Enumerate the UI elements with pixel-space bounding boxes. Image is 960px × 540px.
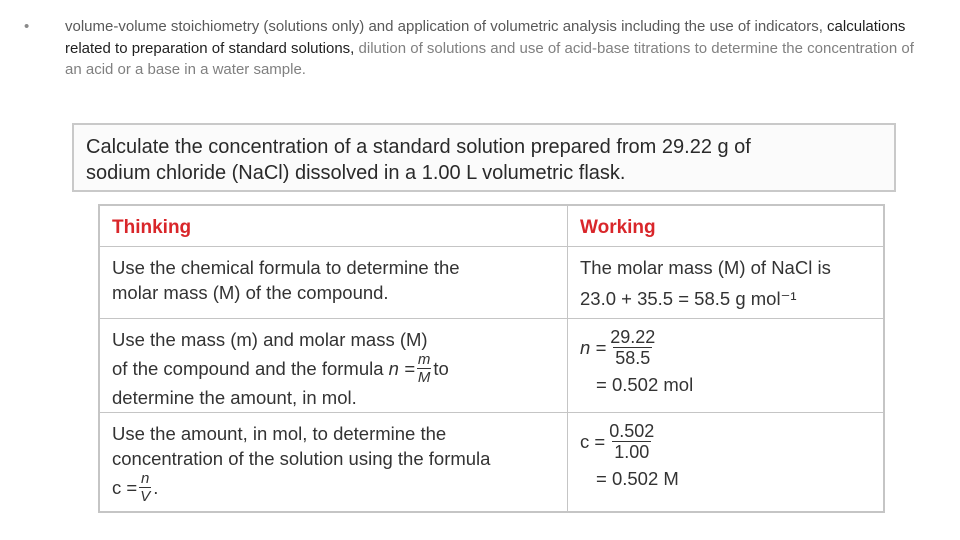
- row3-working-num: 0.502: [609, 421, 655, 441]
- row3-working-den: 1.00: [614, 442, 650, 462]
- row2-working-result: = 0.502 mol: [596, 374, 694, 395]
- row3-formula-end: .: [153, 477, 159, 498]
- row3-working-result: = 0.502 M: [596, 468, 679, 489]
- row2-thinking-line2b: to: [433, 358, 449, 379]
- row3-working-lhs: c =: [580, 431, 606, 452]
- row3-working: [568, 413, 885, 511]
- row2-working-lhs: n =: [580, 337, 607, 358]
- row3-working-fraction: [607, 421, 656, 462]
- row2-thinking-line2a: of the compound and the formula: [112, 358, 384, 379]
- row2-thinking-line1: Use the mass (m) and molar mass (M): [112, 329, 428, 350]
- question-box: [72, 123, 896, 192]
- row1-thinking: [100, 247, 568, 319]
- row1-working-line2: 23.0 + 35.5 = 58.5 g mol⁻¹: [580, 288, 797, 309]
- row3-formula-num: n: [141, 470, 150, 487]
- bullet-text-part2: calculations related to preparation of standard solutions,: [65, 18, 906, 57]
- row3-thinking: [100, 413, 568, 511]
- solution-table: [98, 204, 885, 513]
- row1-thinking-line1: Use the chemical formula to determine the: [112, 257, 460, 278]
- row3-formula-fraction: [139, 471, 151, 504]
- row2-working-fraction: [608, 327, 657, 368]
- row2-working-den: 58.5: [615, 348, 651, 368]
- row2-thinking-line3: determine the amount, in mol.: [112, 387, 357, 408]
- row1-working-line1: The molar mass (M) of NaCl is: [580, 257, 831, 278]
- row1-working: [568, 247, 885, 319]
- row3-formula-lhs: c =: [112, 477, 138, 498]
- row2-thinking: [100, 319, 568, 413]
- bullet-text-part1: volume-volume stoichiometry (solutions only) and application of volumetric analysis including the use of indicators,: [65, 18, 828, 35]
- row1-thinking-line2: molar mass (M) of the compound.: [112, 282, 389, 303]
- bullet-text: [65, 16, 924, 81]
- row2-formula-fraction: [417, 352, 432, 385]
- row3-formula-den: V: [140, 488, 151, 505]
- bullet-marker: •: [24, 18, 30, 35]
- row2-thinking-line2: [112, 352, 555, 385]
- bullet-point: [24, 16, 924, 81]
- header-working: Working: [568, 206, 885, 247]
- row2-working-equation: [580, 327, 873, 368]
- row2-formula-lhs: n =: [388, 358, 415, 379]
- question-line-2: sodium chloride (NaCl) dissolved in a 1.00 L volumetric flask.: [86, 162, 626, 184]
- row3-thinking-line3: [112, 471, 555, 504]
- row2-working: [568, 319, 885, 413]
- row2-working-num: 29.22: [610, 327, 656, 347]
- row3-working-equation: [580, 421, 873, 462]
- row2-formula-num: m: [417, 351, 431, 368]
- row3-thinking-line1: Use the amount, in mol, to determine the: [112, 423, 447, 444]
- bullet-text-part3: dilution of solutions and use of acid-base titrations to determine the concentration of an acid or a base in a water sample.: [65, 39, 914, 78]
- question-line-1: Calculate the concentration of a standard solution prepared from 29.22 g of: [86, 136, 751, 158]
- header-thinking: Thinking: [100, 206, 568, 247]
- row2-formula-den: M: [417, 369, 431, 386]
- row3-thinking-line2: concentration of the solution using the formula: [112, 448, 491, 469]
